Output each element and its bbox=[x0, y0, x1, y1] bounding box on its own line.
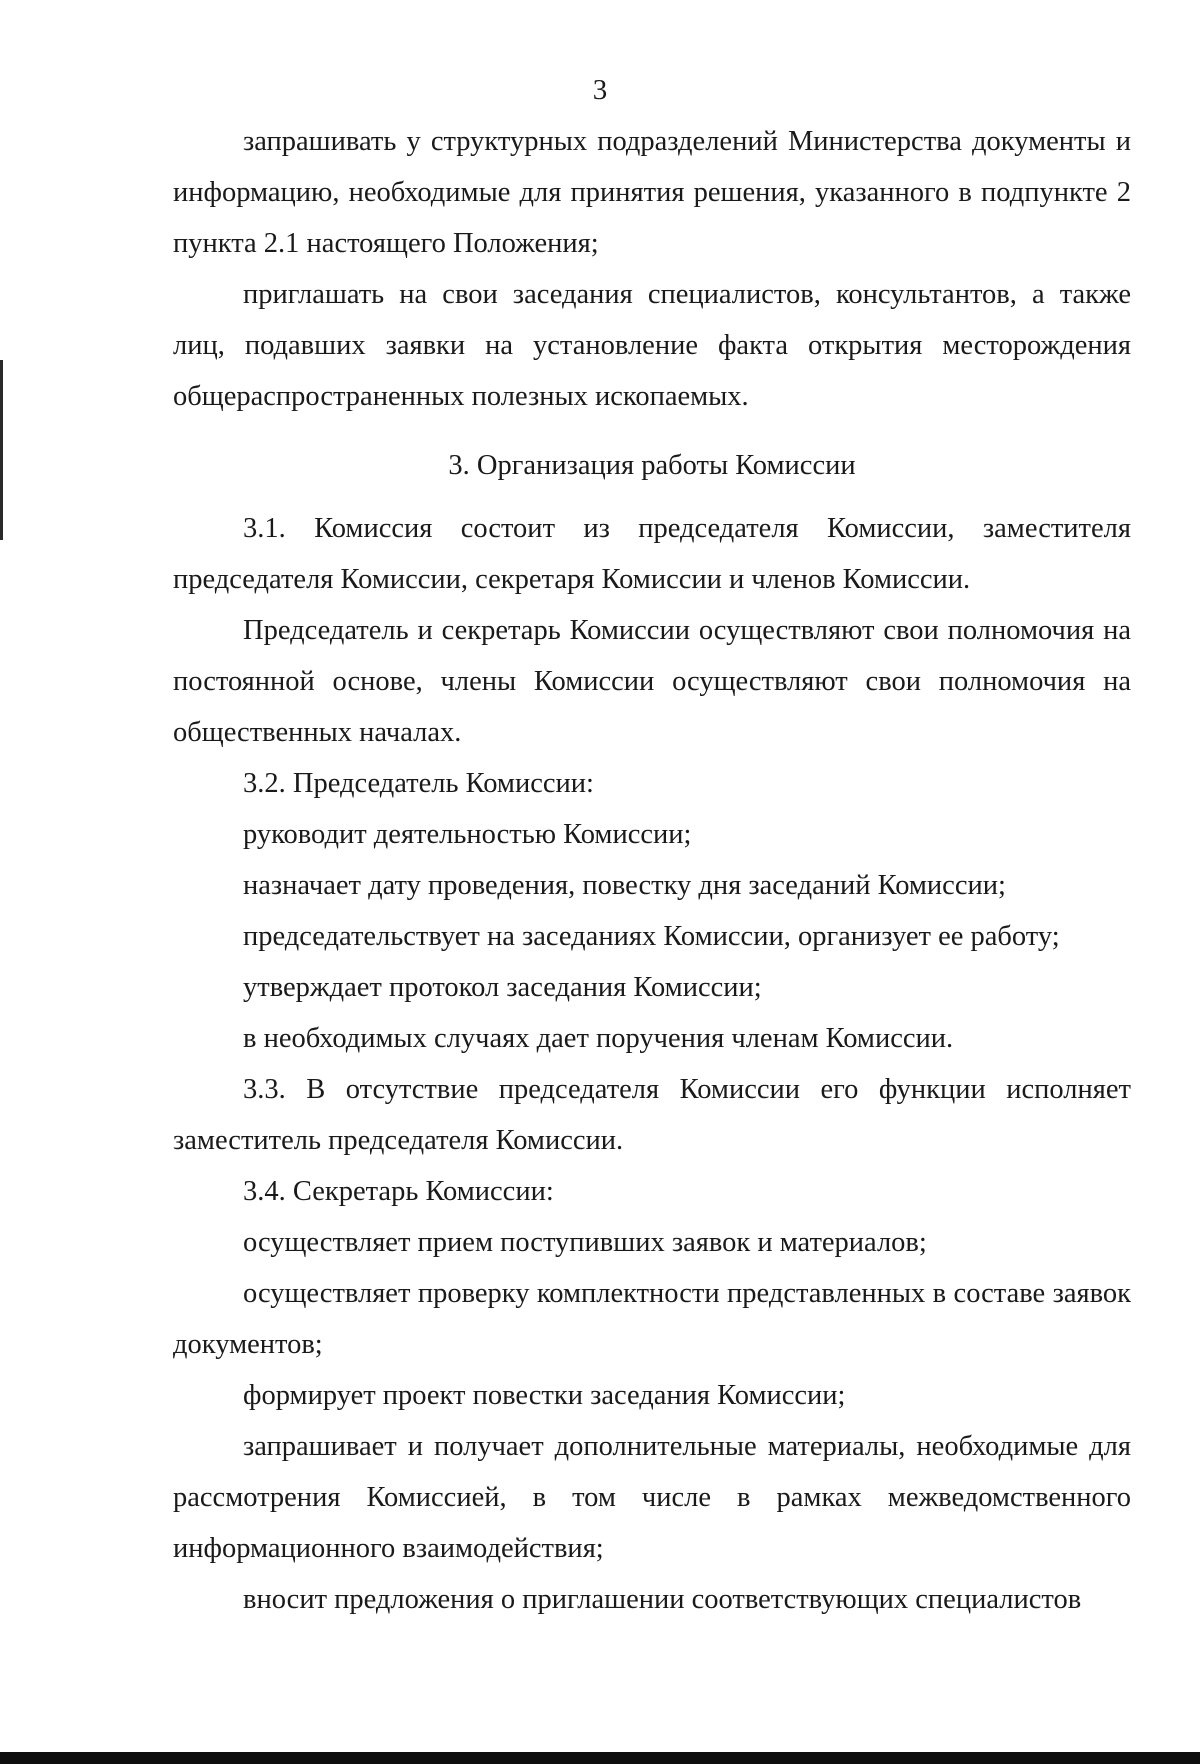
paragraph: назначает дату проведения, повестку дня заседаний Комиссии; bbox=[243, 870, 1006, 901]
paragraph: председательствует на заседаниях Комиссии, организует ее работу; bbox=[243, 921, 1060, 952]
document-body bbox=[173, 116, 1131, 1625]
paragraph: руководит деятельностью Комиссии; bbox=[243, 819, 692, 850]
paragraph: формирует проект повестки заседания Комиссии; bbox=[243, 1380, 846, 1411]
paragraph: Председатель и секретарь Комиссии осуществляют свои полномочия на постоянной основе, члены Комиссии осуществляют свои полномочия на общественных началах. bbox=[173, 615, 1131, 748]
scan-edge-left bbox=[0, 360, 3, 540]
paragraph: 3.4. Секретарь Комиссии: bbox=[243, 1176, 554, 1207]
paragraph: вносит предложения о приглашении соответствующих специалистов bbox=[243, 1584, 1082, 1615]
paragraph: запрашивает и получает дополнительные материалы, необходимые для рассмотрения Комиссией, в том числе в рамках межведомственного информационного взаимодействия; bbox=[173, 1431, 1131, 1564]
page-number: 3 bbox=[592, 74, 608, 106]
paragraph: приглашать на свои заседания специалистов, консультантов, а также лиц, подавших заявки на установление факта открытия месторождения общераспространенных полезных ископаемых. bbox=[173, 279, 1131, 412]
section-heading: 3. Организация работы Комиссии bbox=[448, 450, 856, 481]
paragraph: утверждает протокол заседания Комиссии; bbox=[243, 972, 762, 1003]
paragraph: осуществляет прием поступивших заявок и материалов; bbox=[243, 1227, 927, 1258]
paragraph: 3.3. В отсутствие председателя Комиссии его функции исполняет заместитель председателя Комиссии. bbox=[173, 1074, 1131, 1156]
paragraph: 3.2. Председатель Комиссии: bbox=[243, 768, 594, 799]
scan-edge-bottom bbox=[0, 1752, 1200, 1764]
paragraph: запрашивать у структурных подразделений Министерства документы и информацию, необходимые для принятия решения, указанного в подпункте 2 пункта 2.1 настоящего Положения; bbox=[173, 126, 1131, 259]
paragraph: осуществляет проверку комплектности представленных в составе заявок документов; bbox=[173, 1278, 1131, 1360]
paragraph: в необходимых случаях дает поручения членам Комиссии. bbox=[243, 1023, 954, 1054]
paragraph: 3.1. Комиссия состоит из председателя Комиссии, заместителя председателя Комиссии, секретаря Комиссии и членов Комиссии. bbox=[173, 513, 1131, 595]
